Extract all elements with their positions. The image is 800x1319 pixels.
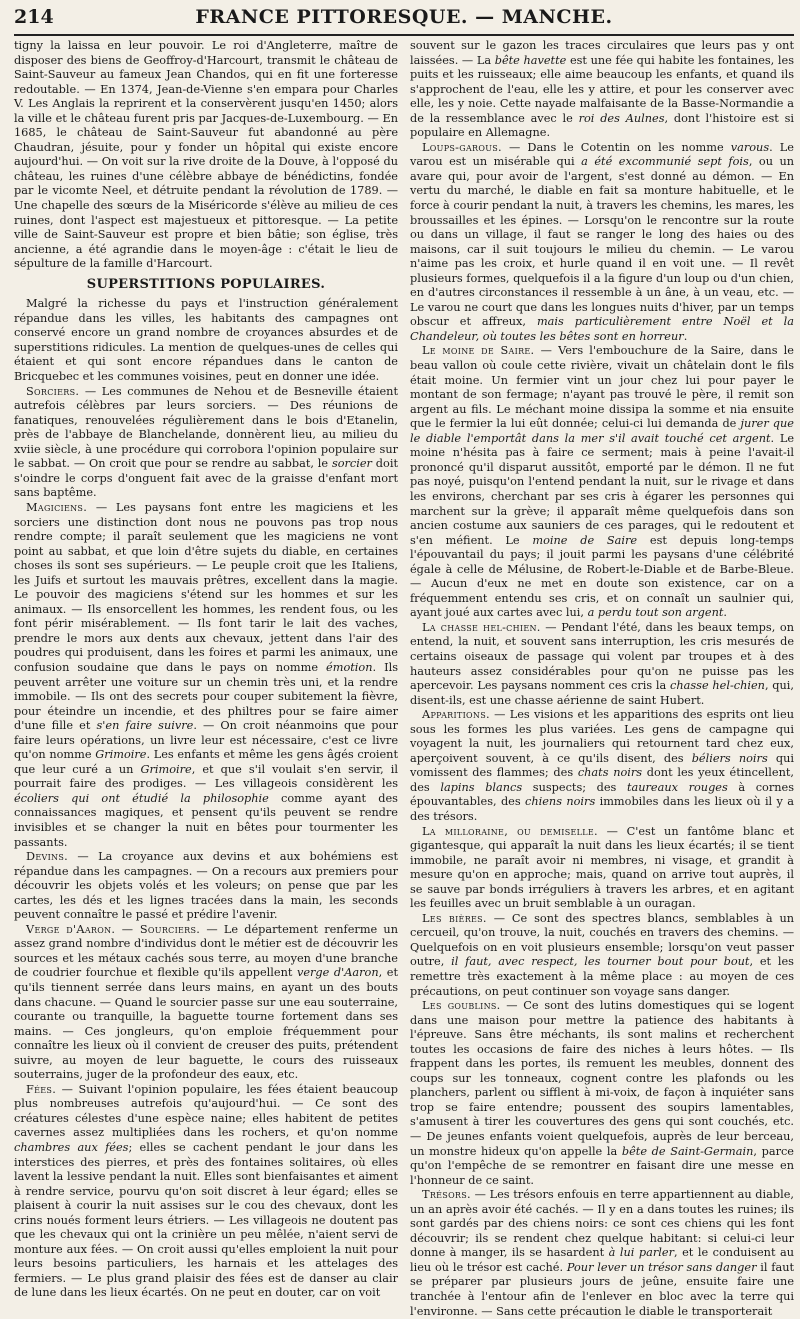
text-bieres-a: — Ce sont des spectres blancs, semblables à un cercueil, qu'on trouve, la nuit, couchés en travers des chemins. — Quelquefois on en voit plusieurs ensemble; lorsqu'on veut passer outre, — [410, 911, 794, 969]
paragraph-magiciens — [14, 501, 398, 850]
text-moine-it3: a perdu tout son argent — [587, 606, 724, 620]
text-mag-it3: Grimoire — [95, 748, 147, 762]
heading-goublins: Les goublins. — [422, 999, 501, 1013]
paragraph-fees — [14, 1083, 398, 1301]
text-mag-b: . Ils peuvent arrêter une voiture sur un chemin très uni, et la rendre immobile. — Ils ont des secrets pour couper subitement la fièvre, pour éteindre un incendie, et des philtres pour se faire aimer d'une fille et — [14, 660, 398, 733]
text-mag-c: . — On croit néanmoins que pour faire leurs opérations, un livre leur est nécessaire, c'est ce livre qu'on nomme — [14, 719, 398, 762]
text-chasse-b: , qui, disent-ils, est une chasse aérienne de saint Hubert. — [410, 679, 795, 707]
text-chasse-a: — Pendant l'été, dans les beaux temps, on entend, la nuit, et souvent sans interruption, les cris mesurés de certains oiseaux de passage qui volent par troupes et à des hauteurs assez considérables pour qu'on ne puisse pas les apercevoir. Les paysans nomment ces cris la — [410, 620, 794, 693]
text-appar-c: dont les yeux étincellent, des — [410, 766, 794, 794]
text-moine-it2: moine de Saire — [532, 533, 638, 547]
heading-milloraine: La milloraine, ou demiselle. — [422, 824, 598, 838]
text-chasse-it: chasse hel-chien — [670, 679, 765, 693]
text-loups-b: . Le varou est un misérable qui — [410, 140, 794, 169]
paragraph-devins — [14, 850, 398, 923]
text-appar-b: qui vomissent des flammes; des — [410, 751, 794, 780]
text-p1-it1: bête havette — [494, 53, 567, 67]
text-fees-a: — Suivant l'opinion populaire, les fées étaient beaucoup plus nombreuses autrefois qu'aujourd'hui. — Ce sont des créatures célestes d'une espèce naine; elles habitent de petites cavernes assez multipliées dans les rochers, et qu'on nomme — [14, 1082, 398, 1140]
section-title: SUPERSTITIONS POPULAIRES. — [86, 276, 326, 292]
text-mag-it2: s'en faire suivre — [96, 719, 194, 733]
paragraph-goublins — [410, 999, 794, 1188]
text-mag-it1: émotion — [326, 660, 373, 674]
paragraph-loups-garous — [410, 141, 794, 345]
left-column — [14, 39, 398, 1319]
text-moine-a: — Vers l'embouchure de la Saire, dans le beau vallon où coule cette rivière, vivait un châtelain dont le fils était moine. Un fermier vint un jour chez lui pour payer le montant de son fermage; n'ayant pas trouvé le père, il remit son argent au fils. Le méchant moine dissipa la somme et nia ensuite que le fermier la lui eût donnée; celui-ci lui demanda de — [410, 344, 794, 431]
text-loups-a: — Dans le Cotentin on les nomme — [501, 140, 731, 154]
text-verge-it: verge d'Aaron — [296, 966, 379, 980]
text-bieres-b: , et les remettre très exactement à la même place : au moyen de ces précautions, on peut continuer son voyage sans danger. — [410, 955, 794, 998]
text-fees-b: ; elles se cachent pendant le jour dans les interstices des pierres, et près des fontaines solitaires, où elles lavent la lessive pendant la nuit. Elles sont bienfaisantes et aiment à rendre service, pourvu qu'on soit discret à leur égard; elles se plaisent à courir la nuit assises sur le cou des chevaux, dont les crins noués forment leurs étriers. — Les villageois ne doutent pas que les chevaux qui ont la crinière un peu mêlée, n'aient servi de monture aux fées. — On croit aussi qu'elles emploient la nuit pour leurs besoins particuliers, les harnais et les attelages des fermiers. — Le plus grand plaisir des fées est de danser au clair de lune dans les lieux écartés. On ne peut en douter, car on voit — [14, 1141, 398, 1300]
text-verge-b: , et qu'ils tiennent serrée dans leurs mains, en ayant un des bouts dans chacune. — Quand le sourcier passe sur une eau souterraine, courante ou tranquille, la baguette tourne fortement dans ses mains. — Ces jongleurs, qu'on emploie fréquemment pour connaître les lieux où il convient de creuser des puits, prétendent suivre, au moyen de leur baguette, le cours des ruisseaux souterrains, juger de la profondeur des eaux, etc. — [14, 966, 398, 1082]
text-tres-a: — Les trésors enfouis en terre appartiennent au diable, un an après avoir été cachés. — Il y en a dans toutes les ruines; ils sont gardés par des chiens noirs: ce sont ces chiens qui les font découvrir; ils se rendent chez quelque habitant: si celui-ci leur donne à manger, ils se hasardent — [410, 1188, 794, 1260]
text-moine-it1: jurer que le diable l'emportât dans la mer s'il avait touché cet argent — [410, 417, 794, 445]
text-sorciers-b: doit s'oindre le corps d'onguent fait avec de la graisse d'enfant mort sans baptême. — [14, 457, 398, 500]
text-moine-b: . Le moine n'hésita pas à faire ce serment; mais à peine l'avait-il prononcé qu'il disparut aussitôt, emporté par le démon. Il ne fut pas noyé, puisqu'on l'entend pendant la nuit, sur le rivage et dans les environs, cherchant par ses cris à égarer les personnes qui marchent sur la grève; il apparaît même quelquefois dans son ancien costume aux sauniers de ces parages, qui le redoutent et s'en méfient. Le — [410, 431, 795, 547]
running-title: FRANCE PITTORESQUE. — MANCHE. — [195, 6, 613, 28]
heading-loups-garous: Loups-garous. — [422, 140, 502, 154]
text-tres-it2: Pour lever un trésor sans danger — [566, 1260, 757, 1274]
heading-fees: Fées. — [26, 1082, 57, 1096]
heading-tresors: Trésors. — [422, 1188, 471, 1202]
text-mag-e: , et que s'il voulait s'en servir, il pourrait faire des prodiges. — Les villageois considèrent les — [14, 762, 398, 791]
text-tres-b: , et le conduisent au lieu où le trésor est caché. — [410, 1246, 795, 1274]
text-verge-a: — Le département renferme un assez grand nombre d'individus dont le métier est de découvrir les sources et les métaux cachés sous terre, au moyen d'une branche de coudrier fourchue et flexible qu'ils appellent — [14, 922, 398, 980]
text-mag-it4: Grimoire — [140, 762, 192, 776]
heading-moine-saire: Le moine de Saire. — [422, 344, 535, 358]
text-tres-it1: à lui parler — [608, 1246, 675, 1260]
text-p1-a: souvent sur le gazon les traces circulaires que leurs pas y ont laissées. — La — [410, 39, 794, 67]
page-number: 214 — [14, 6, 54, 28]
text-loups-it3: mais particulièrement entre Noël et la Chandeleur, où toutes les bêtes sont en horreur — [410, 315, 794, 343]
text-tres-c: il faut se préparer par plusieurs jours de jeûne, ensuite faire une tranchée à l'entour afin de l'enlever en bloc avec la terre qui l'environne. — Sans cette précaution le diable le transporterait — [410, 1260, 795, 1318]
paragraph-apparitions — [410, 708, 794, 824]
paragraph-sorciers — [14, 385, 398, 501]
text-mill: — C'est un fantôme blanc et gigantesque, qui apparaît la nuit dans les lieux écartés; il se tient immobile, ne paraît avoir ni membres, ni visage, et grandit à mesure qu'on en approche; mais, quand on arrive tout auprès, il se sauve par bonds irréguliers à travers les arbres, et en agitant les feuilles avec un bruit semblable à un ouragan. — [410, 824, 794, 911]
paragraph-fees-continued — [410, 39, 794, 141]
text-appar-it4: taureaux rouges — [626, 780, 728, 794]
heading-sorciers: Sorciers. — [26, 384, 80, 398]
page-header — [14, 0, 794, 36]
text-appar-f: immobiles dans les lieux où il y a des trésors. — [410, 795, 795, 823]
text-p1-it2: roi des Aulnes — [578, 111, 665, 125]
text-mag-it5: écoliers qui ont étudié la philosophie — [14, 791, 269, 805]
text-goub-it: bête de Saint-Germain — [621, 1144, 754, 1158]
text-sorciers-it: sorcier — [331, 457, 372, 471]
heading-apparitions: Apparitions. — [422, 708, 490, 722]
text-loups-it2: a été excommunié sept fois — [581, 155, 749, 169]
text-appar-it3: lapins blancs — [440, 780, 523, 794]
text-fees-it: chambres aux fées — [14, 1141, 129, 1155]
paragraph-tresors — [410, 1188, 794, 1319]
text-p1-b: est une fée qui habite les fontaines, les puits et les ruisseaux; elle aime beaucoup les enfants, et quand ils s'approchent de l'eau, elle les y attire, et pour les conserver avec elle, les y noie. Cette nayade malfaisante de la Basse-Normandie a de la ressemblance avec le — [410, 53, 794, 125]
text-devins: — La croyance aux devins et aux bohémiens est répandue dans les campagnes. — On a recours aux premiers pour découvrir les objets volés et les voleurs; on pense que par les cartes, les dés et les lignes tracées dans la main, les seconds peuvent connaître le passé et prédire l'avenir. — [14, 850, 398, 922]
text-mag-a: — Les paysans font entre les magiciens et les sorciers une distinction dont nous ne pouvons pas trop nous rendre compte; il paraît seulement que les magiciens ne vont point au sabbat, et que loin d'être sujets du diable, en certaines choses ils sont ses supérieurs. — Le peuple croit que les Italiens, les Juifs et surtout les mauvais prêtres, excellent dans la magie. Le pouvoir des magiciens s'étend sur les hommes et sur les animaux. — Ils ensorcellent les hommes, les rendent fous, ou les font périr misérablement. — Ils font tarir le lait des vaches, prendre le mors aux dents aux chevaux, jettent dans l'air des poudres qui produisent, dans les foires et parmi les animaux, une confusion soudaine que dans le pays on nomme — [14, 500, 398, 674]
heading-magiciens: Magiciens. — [26, 500, 88, 514]
text-loups-d: . — [683, 329, 688, 343]
right-column — [410, 39, 794, 1319]
text-appar-it2: chats noirs — [577, 766, 643, 780]
paragraph-saint-sauveur: tigny la laissa en leur pouvoir. Le roi d'Angleterre, maître de disposer des biens de Geoffroy-d'Harcourt, transmit le château de Saint-Sauveur au fameux Jean Chandos, qui en fit une forteresse redoutable. — En 1374, Jean-de-Vienne s'en empara pour Charles V. Les Anglais la reprirent et la conservèrent jusqu'en 1450; alors la ville et le château furent pris par Jacques-de-Luxembourg. — En 1685, le château de Saint-Sauveur fut abandonné au père Chaudran, jésuite, pour y fonder un hôpital qui existe encore aujourd'hui. — On voit sur la rive droite de la Douve, à l'opposé du château, les ruines d'une célèbre abbaye de bénédictins, fondée par le vicomte Neel, et détruite pendant la révolution de 1789. — Une chapelle des sœurs de la Miséricorde s'élève au milieu de ces ruines, dont l'aspect est majestueux et pittoresque. — La petite ville de Saint-Sauveur est propre et bien bâtie; son église, très ancienne, a été agrandie dans le moyen-âge : c'était le lieu de sépulture de la famille d'Harcourt. — [14, 39, 398, 271]
paragraph-milloraine — [410, 825, 794, 912]
paragraph-bieres — [410, 912, 794, 999]
text-goub-b: , parce qu'on l'empêche de se remontrer en faisant dire une messe en l'honneur de ce saint. — [410, 1144, 794, 1187]
text-appar-e: à cornes épouvantables, des — [410, 780, 795, 809]
text-p1-c: , dont l'histoire est si populaire en Allemagne. — [410, 111, 794, 140]
heading-bieres: Les bières. — [422, 911, 487, 925]
heading-devins: Devins. — [26, 850, 69, 864]
paragraph-intro: Malgré la richesse du pays et l'instruction généralement répandue dans les villes, les habitants des campagnes ont conservé encore un grand nombre de croyances absurdes et de superstitions ridicules. La mention de quelques-unes de celles qui étaient et qui sont encore répandues dans le canton de Bricquebec et les communes voisines, peut en donner une idée. — [14, 297, 398, 384]
text-mag-d: . Les enfants et même les gens âgés croient que leur curé a un — [14, 748, 398, 776]
text-mag-f: comme ayant des connaissances magiques, et pensent qu'ils peuvent se rendre invisibles et se changer la nuit en bêtes pour tourmenter les passants. — [14, 791, 398, 849]
text-loups-c: , ou un avare qui, pour avoir de l'argent, s'est donné au démon. — En vertu du marché, le diable en fait sa monture habituelle, et le force à courir pendant la nuit, à travers les chemins, les mares, les broussailles et les épines. — Lorsqu'on le rencontre sur la route ou dans un village, il faut se ranger le long des haies ou des maisons, car il suit toujours le milieu du chemin. — Le varou n'aime pas les croix, et hurle quand il en voit une. — Il revêt plusieurs formes, quelquefois il a la figure d'un loup ou d'un chien, en d'autres circonstances il ressemble à un âne, à un veau, etc. — Le varou ne court que dans les longues nuits d'hiver, par un temps obscur et affreux, — [410, 155, 795, 329]
text-moine-c: est depuis long-temps l'épouvantail du pays; il jouit parmi les paysans d'une célébrité égale à celle de Mélusine, de Robert-le-Diable et de Barbe-Bleue. — Aucun d'eux ne met en doute son existence, car on a fréquemment entendu ses cris, et on connaît un saulnier qui, ayant joué aux cartes avec lui, — [410, 533, 794, 620]
paragraph-verge-aaron — [14, 923, 398, 1083]
text-appar-it1: béliers noirs — [691, 751, 768, 765]
text-moine-d: . — [723, 606, 727, 620]
paragraph-moine-saire — [410, 344, 794, 620]
paragraph-chasse-hel-chien — [410, 621, 794, 708]
heading-verge-aaron: Verge d'Aaron. — Sourciers. — [26, 922, 201, 936]
text-sorciers-a: — Les communes de Nehou et de Besneville étaient autrefois célèbres par leurs sorciers. — Des réunions de fanatiques, renouvelées régulièrement dans le bois d'Etanelin, près de l'abbaye de Blanchelande, donnèrent lieu, au milieu du xviie siècle, à une procédure qui corrobora l'opinion populaire sur le sabbat. — On croit que pour se rendre au sabbat, le — [14, 384, 398, 471]
text-bieres-it: il faut, avec respect, les tourner bout pour bout — [451, 955, 750, 969]
heading-chasse-hel-chien: La chasse hel-chien. — [422, 620, 541, 634]
text-appar-it5: chiens noirs — [525, 795, 596, 809]
text-goub-a: — Ce sont des lutins domestiques qui se logent dans une maison pour mettre la patience des habitants à l'épreuve. Sans être méchants, ils sont malins et recherchent toutes les occasions de faire des niches à leurs hôtes. — Ils frappent dans les portes, ils remuent les meubles, donnent des coups sur les tonneaux, cognent contre les plafonds ou les planchers, parlent ou sifflent à mi-voix, de façon à inquiéter sans trop se faire entendre; poussent des soupirs lamentables, s'amusent à tirer les couvertures des gens qui sont couchés, etc. — De jeunes enfants voient quelquefois, auprès de leur berceau, un monstre hideux qu'on appelle la — [410, 999, 794, 1158]
text-appar-d: suspects; des — [522, 780, 627, 794]
text-columns — [14, 39, 794, 1319]
text-appar-a: — Les visions et les apparitions des esprits ont lieu sous les formes les plus variées. Les gens de campagne qui voyagent la nuit, les journaliers qui retournent tard chez eux, aperçoivent souvent, à ce qu'ils disent, des — [410, 708, 794, 765]
text-loups-it1: varous — [730, 140, 770, 154]
